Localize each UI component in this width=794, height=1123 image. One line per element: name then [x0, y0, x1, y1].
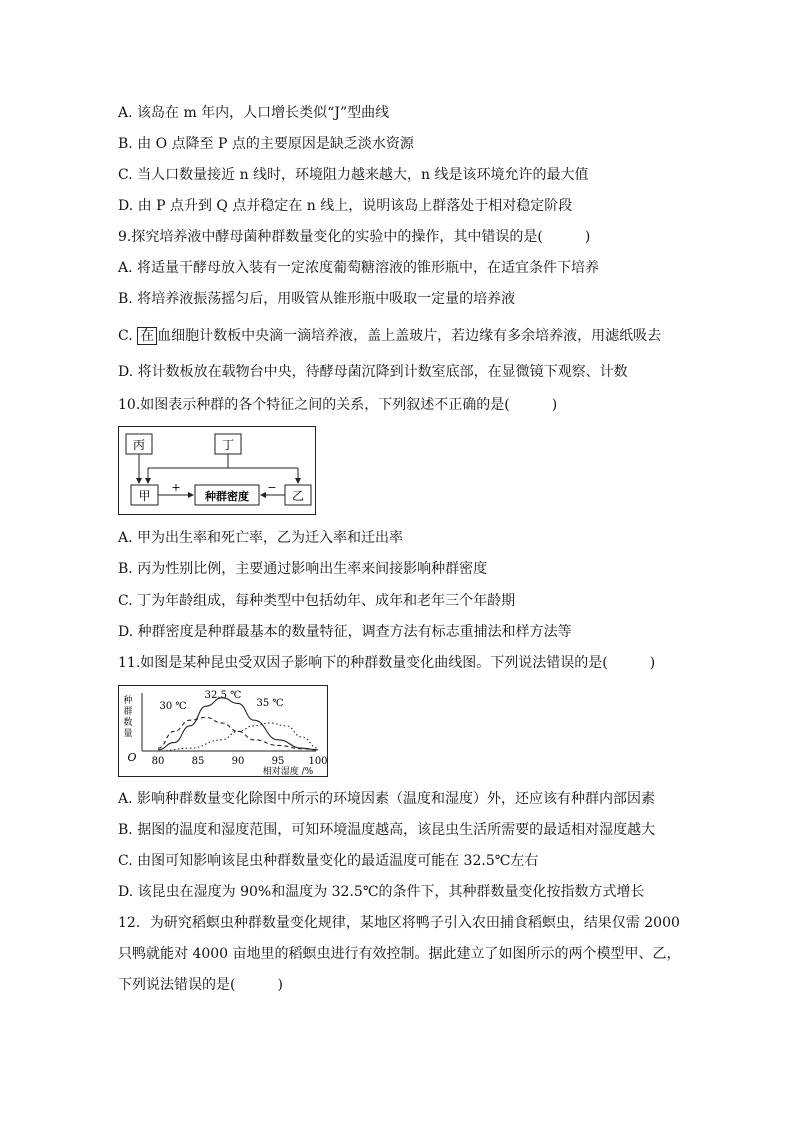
q10-option-b: B. 丙为性别比例，主要通过影响出生率来间接影响种群密度: [118, 561, 488, 577]
y-axis-label-char: 数: [123, 718, 133, 728]
x-tick-label: 100: [308, 756, 328, 767]
q9-option-a: A. 将适量干酵母放入装有一定浓度葡萄糖溶液的锥形瓶中，在适宜条件下培养: [118, 260, 600, 276]
y-axis-label-char: 群: [123, 707, 133, 717]
label-bing: 丙: [132, 438, 146, 452]
insect-population-chart: [118, 685, 328, 777]
q11-option-d: D. 该昆虫在湿度为 90%和温度为 32.5℃的条件下，其种群数量变化按指数方式增长: [118, 884, 645, 900]
label-ding: 丁: [221, 438, 235, 452]
q8-option-b: B. 由 O 点降至 P 点的主要原因是缺乏淡水资源: [118, 136, 414, 152]
q9-option-c: [118, 326, 661, 346]
x-tick-label: 95: [271, 756, 285, 767]
q9-option-c-boxed: 在: [137, 327, 157, 345]
q11-option-b: B. 据图的温度和湿度范围，可知环境温度越高，该昆虫生活所需要的最适相对湿度越大: [118, 822, 656, 838]
q9-option-c-rest: 血细胞计数板中央滴一滴培养液，盖上盖玻片，若边缘有多余培养液，用滤纸吸去: [157, 328, 662, 344]
label-population-density: 种群密度: [205, 490, 249, 503]
origin-label: O: [127, 751, 137, 764]
q9-option-d: D. 将计数板放在载物台中央，待酵母菌沉降到计数室底部，在显微镜下观察、计数: [118, 364, 628, 380]
q11-option-c: C. 由图可知影响该昆虫种群数量变化的最适温度可能在 32.5℃左右: [118, 853, 539, 869]
q11-stem: 11.如图是某种昆虫受双因子影响下的种群数量变化曲线图。下列说法错误的是( ): [118, 655, 656, 671]
series-label-3: 35 ℃: [256, 698, 284, 709]
q10-stem: 10.如图表示种群的各个特征之间的关系，下列叙述不正确的是( ): [118, 397, 558, 413]
q10-option-c: C. 丁为年龄组成，每种类型中包括幼年、成年和老年三个年龄期: [118, 593, 516, 609]
q8-option-a: A. 该岛在 m 年内，人口增长类似“J”型曲线: [118, 105, 390, 121]
q11-option-a: A. 影响种群数量变化除图中所示的环境因素（温度和湿度）外，还应该有种群内部因素: [118, 791, 656, 807]
x-tick-label: 90: [231, 756, 245, 767]
population-relationship-diagram: [118, 426, 316, 515]
x-tick-label: 80: [151, 756, 165, 767]
q12-line2: 只鸭就能对 4000 亩地里的稻螟虫进行有效控制。据此建立了如图所示的两个模型甲、乙，: [118, 946, 681, 962]
sign-minus: −: [267, 481, 277, 494]
q9-option-c-prefix: C.: [118, 328, 138, 344]
q9-stem: 9.探究培养液中酵母菌种群数量变化的实验中的操作，其中错误的是( ): [118, 229, 591, 245]
x-tick-label: 85: [191, 756, 205, 767]
q8-option-c: C. 当人口数量接近 n 线时，环境阻力越来越大，n 线是该环境允许的最大值: [118, 167, 589, 183]
y-axis-label-char: 种: [123, 696, 133, 706]
q12-line3: 下列说法错误的是( ): [118, 977, 283, 993]
q10-option-d: D. 种群密度是种群最基本的数量特征，调查方法有标志重捕法和样方法等: [118, 624, 572, 640]
sign-plus: +: [171, 481, 181, 494]
q8-option-d: D. 由 P 点升到 Q 点并稳定在 n 线上，说明该岛上群落处于相对稳定阶段: [118, 198, 573, 214]
label-jia: 甲: [138, 489, 151, 503]
q9-option-b: B. 将培养液振荡摇匀后，用吸管从锥形瓶中吸取一定量的培养液: [118, 291, 516, 307]
q10-option-a: A. 甲为出生率和死亡率，乙为迁入率和迁出率: [118, 530, 404, 546]
series-label-1: 30 ℃: [159, 701, 187, 712]
series-label-2: 32.5 ℃: [204, 690, 242, 701]
y-axis-label-char: 量: [123, 729, 133, 739]
q12-line1: 12．为研究稻螟虫种群数量变化规律，某地区将鸭子引入农田捕食稻螟虫，结果仅需 2000: [118, 915, 680, 931]
x-axis-label: 相对湿度 /%: [262, 767, 314, 777]
label-yi: 乙: [291, 489, 305, 503]
